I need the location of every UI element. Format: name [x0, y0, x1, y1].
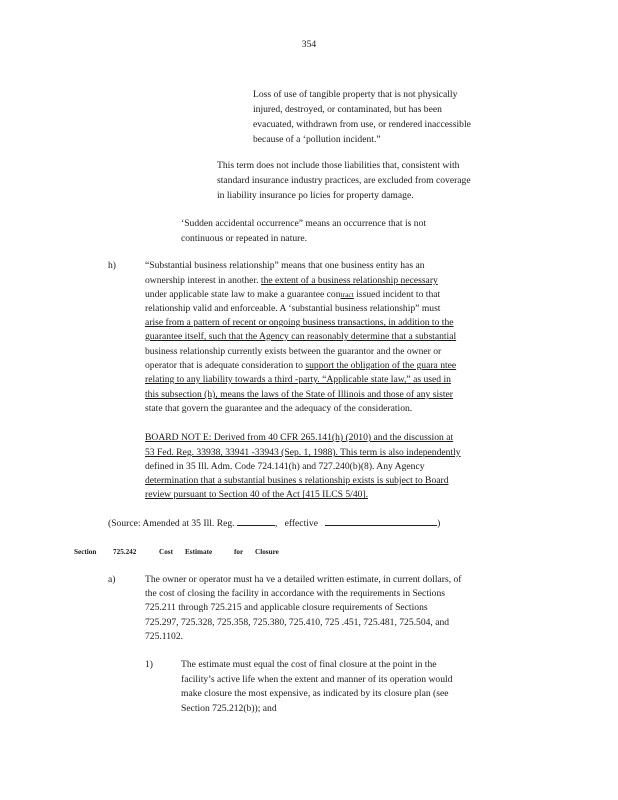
inserted-text-line: defined in 35 Ill. Adm. Code 724.141(h) and 727.240(b)(8). Any Agency — [145, 461, 425, 472]
inserted-text: tract — [340, 290, 354, 299]
source-effective: effective — [284, 518, 318, 529]
subsection-label: 1) — [145, 659, 153, 670]
section-title-word: for — [234, 548, 244, 556]
source-note — [108, 516, 440, 530]
text-line: because of a ‘pollution incident.” — [253, 134, 381, 145]
source-close: ) — [437, 518, 441, 529]
text-line — [145, 288, 440, 301]
inserted-text-line: 53 Fed. Reg. 33938, 33941 -33943 (Sep. 1, 1988). This term is also independently — [145, 447, 461, 458]
text-line: The owner or operator must ha ve a detailed written estimate, in current dollars, of — [145, 574, 462, 585]
text-line: in liability insurance po licies for property damage. — [217, 190, 414, 201]
inserted-text-line: guarantee itself, such that the Agency can reasonably determine that a substantial — [145, 331, 457, 342]
inserted-text-line: BOARD NOT E: Derived from 40 CFR 265.141(h) (2010) and the discussion at — [145, 432, 454, 443]
source-comma: , — [274, 518, 278, 529]
text-segment: under applicable state law to make a guarantee con — [145, 289, 341, 300]
source-prefix: (Source: Amended at 35 Ill. Reg. — [108, 518, 235, 529]
inserted-text: the extent of a business relationship necessary — [260, 275, 438, 286]
section-title-word: Estimate — [185, 548, 213, 556]
text-line: the cost of closing the facility in accordance with the requirements in Sections — [145, 588, 445, 599]
inserted-text-line: determination that a substantial busines s relationship exists is subject to Board — [145, 475, 449, 486]
text-line: evacuated, withdrawn from use, or rendered inaccessible — [253, 119, 471, 130]
text-line — [145, 359, 456, 372]
section-title-word: Closure — [255, 548, 279, 556]
text-line: Section 725.212(b)); and — [181, 703, 277, 714]
page-number: 354 — [301, 39, 317, 50]
inserted-text-line: this subsection (h), means the laws of the State of Illinois and those of any sister — [145, 389, 454, 400]
inserted-text-line: arise from a pattern of recent or ongoing business transactions, in addition to the — [145, 317, 454, 328]
text-line — [145, 274, 438, 287]
text-line: continuous or repeated in nature. — [181, 233, 308, 244]
text-line: “Substantial business relationship” means that one business entity has an — [145, 260, 425, 271]
text-line: facility’s active life when the extent and manner of its operation would — [181, 674, 453, 685]
subsection-label: a) — [108, 574, 116, 585]
section-label: Section — [74, 548, 97, 556]
text-line: ‘Sudden accidental occurrence” means an occurrence that is not — [181, 218, 427, 229]
text-segment: issued incident to that — [353, 289, 441, 300]
text-line: standard insurance industry practices, are excluded from coverage — [217, 175, 471, 186]
text-line: state that govern the guarantee and the adequacy of the consideration. — [145, 403, 413, 414]
text-line: The estimate must equal the cost of final closure at the point in the — [181, 659, 437, 670]
text-line: relationship valid and enforceable. A ‘substantial business relationship” must — [145, 303, 441, 314]
text-segment: ownership interest in another. — [145, 275, 261, 286]
inserted-text-line: review pursuant to Section 40 of the Act [415 ILCS 5/40]. — [145, 489, 369, 500]
inserted-text: support the obligation of the guara ntee — [305, 360, 457, 371]
section-number: 725.242 — [113, 548, 137, 556]
text-line: business relationship currently exists between the guarantor and the owner or — [145, 346, 442, 357]
text-line: This term does not include those liabilities that, consistent with — [217, 160, 460, 171]
inserted-text-line: relating to any liability towards a third -party. “Applicable state law,” as used in — [145, 374, 451, 385]
section-title-word: Cost — [159, 548, 173, 556]
register-volume-blank — [237, 516, 275, 526]
text-line: 725.1102. — [145, 631, 184, 642]
text-segment: operator that is adequate consideration to — [145, 360, 306, 371]
effective-date-blank — [325, 516, 437, 526]
text-line: make closure the most expensive, as indicated by its closure plan (see — [181, 688, 449, 699]
text-line: 725.211 through 725.215 and applicable closure requirements of Sections — [145, 602, 428, 613]
text-line: 725.297, 725.328, 725.358, 725.380, 725.410, 725 .451, 725.481, 725.504, and — [145, 617, 450, 628]
text-line: injured, destroyed, or contaminated, but has been — [253, 104, 442, 115]
subsection-label: h) — [108, 260, 116, 271]
text-line: Loss of use of tangible property that is not physically — [253, 89, 458, 100]
